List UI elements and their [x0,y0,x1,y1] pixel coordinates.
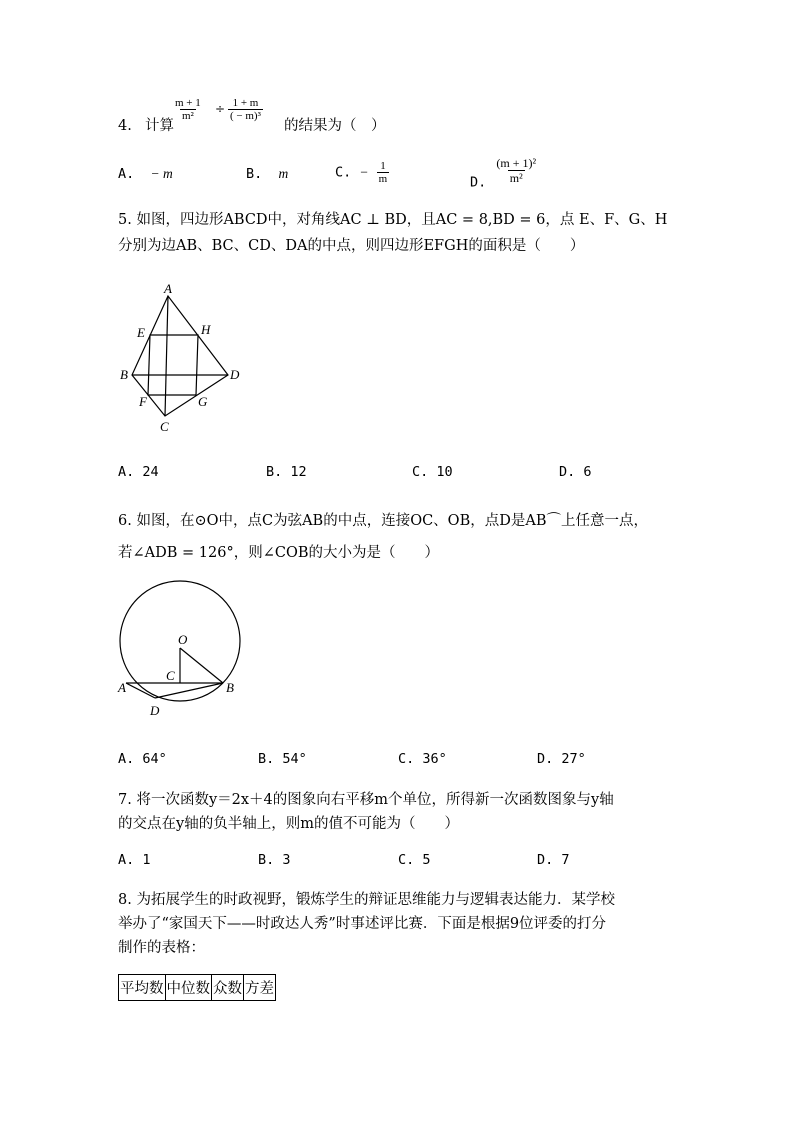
q4-suffix: 的结果为（ ） [284,118,386,134]
q4-divide-sign: ÷ [215,102,226,116]
table-header-cell: 平均数 [119,975,166,1001]
q7-text-line-1: 7. 将一次函数y＝2x＋4的图象向右平移m个单位，所得新一次函数图象与y轴 [118,792,614,808]
label-e: E [137,325,145,340]
q5-option-d: D. 6 [559,464,592,480]
q5-text-line-1: 5. 如图，四边形ABCD中，对角线AC ⊥ BD，且AC = 8,BD = 6，点 E、F、G、H [118,212,668,228]
label-b: B [226,680,234,695]
q5-option-a: A. 24 [118,464,159,480]
q6-option-a: A. 64° [118,751,167,767]
q5-option-c: C. 10 [412,464,453,480]
segment-ob [180,648,223,683]
q7-option-a: A. 1 [118,852,151,868]
q7-text-line-2: 的交点在y轴的负半轴上，则m的值不可能为（ ） [118,816,459,832]
q4-number: 4. [118,118,132,134]
q5-option-b: B. 12 [266,464,307,480]
table-header-cell: 方差 [244,975,276,1001]
q4-option-a: A. − m [118,166,173,182]
label-f: F [139,394,147,409]
label-a: A [164,281,172,296]
label-d: D [150,703,160,718]
q6-option-c: C. 36° [398,751,447,767]
q4-prefix: 计算 [145,118,174,134]
segment-db [155,683,223,698]
q8-score-table [118,974,276,1001]
segment-ad [126,683,155,698]
q4-fraction-1: $\frac{m + 1}{\text{m²}}$ [175,97,201,122]
label-g: G [198,394,208,409]
label-b: B [120,367,128,382]
q6-option-b: B. 54° [258,751,307,767]
label-o: O [178,632,188,647]
q6-circle-figure [110,572,250,722]
label-c: C [160,419,169,434]
q7-option-c: C. 5 [398,852,431,868]
q4-option-c: C. − $\frac{1}{m}$ [335,160,388,185]
q6-text-line-1: 6. 如图，在⊙O中，点C为弦AB的中点，连接OC、OB，点D是AB⌒上任意一点， [118,513,648,529]
q4-fraction-2: $\frac{1 + m}{\text{( − m)³}}$ [230,97,261,122]
q7-option-b: B. 3 [258,852,291,868]
q8-text-line-3: 制作的表格： [118,940,205,956]
q8-text-line-2: 举办了“家国天下——时政达人秀”时事述评比赛．下面是根据9位评委的打分 [118,916,607,932]
q5-quadrilateral-figure [110,278,250,438]
q7-option-d: D. 7 [537,852,570,868]
diagonal-ac [165,296,168,416]
q5-text-line-2: 分别为边AB、BC、CD、DA的中点，则四边形EFGH的面积是（ ） [118,238,585,254]
table-header-cell: 中位数 [165,975,212,1001]
label-a: A [118,680,126,695]
q6-text-line-2: 若∠ADB = 126°，则∠COB的大小为是（ ） [118,545,439,561]
q8-text-line-1: 8. 为拓展学生的时政视野，锻炼学生的辩证思维能力与逻辑表达能力．某学校 [118,892,615,908]
q4-option-b: B. m [246,166,289,182]
table-header-cell: 众数 [212,975,244,1001]
label-c: C [166,668,175,683]
label-h: H [201,322,211,337]
q4-option-d: D. $\frac{\text{(m + 1)²}}{\text{m²}}$ [470,156,537,191]
quadrilateral-efgh [148,335,198,395]
q6-option-d: D. 27° [537,751,586,767]
table-row [119,975,276,1001]
label-d: D [230,367,240,382]
